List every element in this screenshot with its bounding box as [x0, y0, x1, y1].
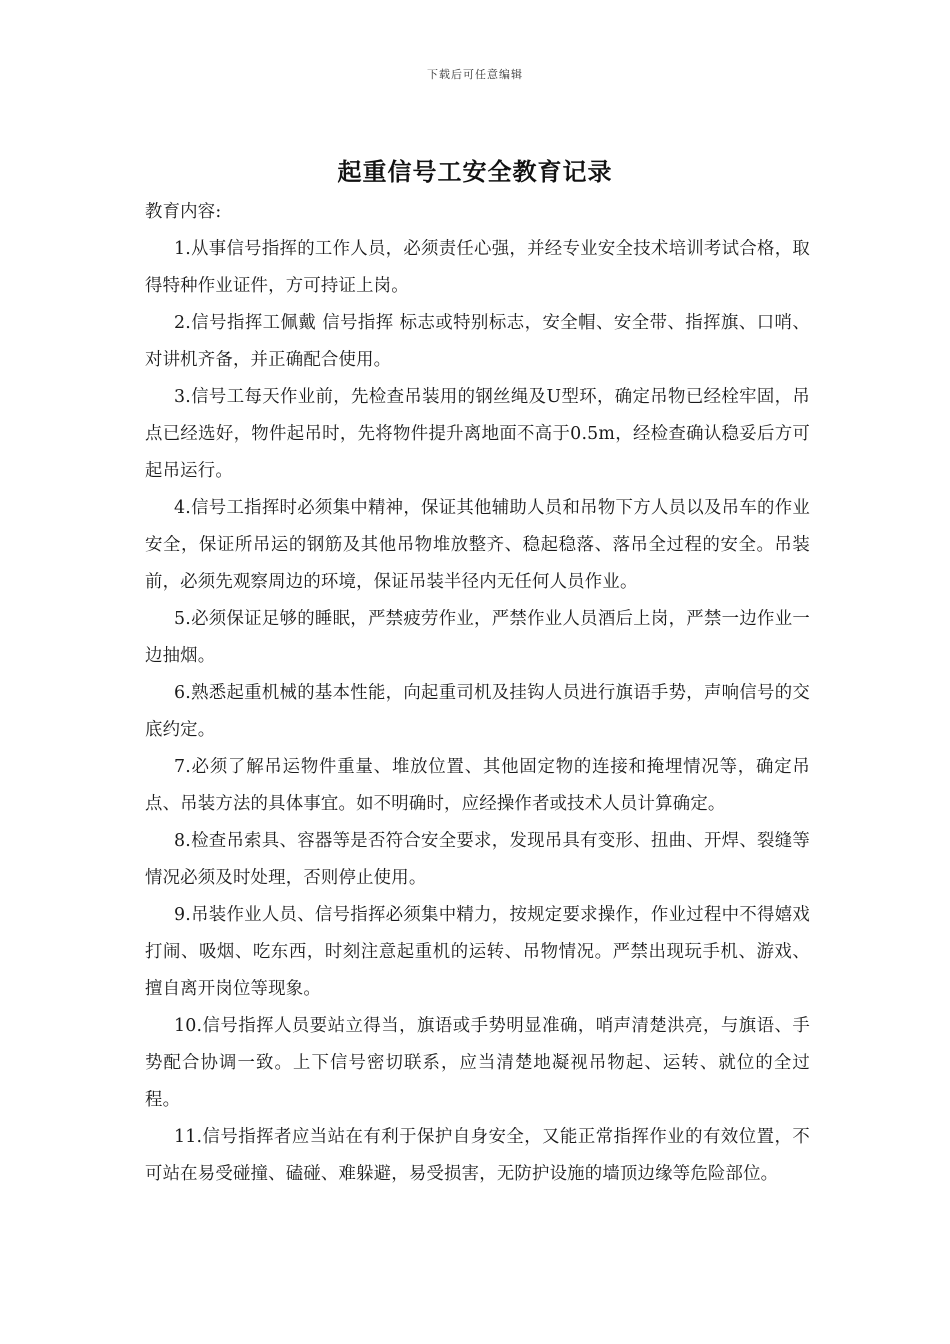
list-item: 8.检查吊索具、容器等是否符合安全要求，发现吊具有变形、扭曲、开焊、裂缝等情况必须及时处理，否则停止使用。 [145, 831, 810, 888]
list-item: 11.信号指挥者应当站在有利于保护自身安全，又能正常指挥作业的有效位置，不可站在易受碰撞、磕碰、难躲避，易受损害，无防护设施的墙顶边缘等危险部位。 [145, 1127, 810, 1184]
list-item: 4.信号工指挥时必须集中精神，保证其他辅助人员和吊物下方人员以及吊车的作业安全，保证所吊运的钢筋及其他吊物堆放整齐、稳起稳落、落吊全过程的安全。吊装前，必须先观察周边的环境，保证吊装半径内无任何人员作业。 [145, 498, 810, 592]
list-item: 5.必须保证足够的睡眠，严禁疲劳作业，严禁作业人员酒后上岗，严禁一边作业一边抽烟。 [145, 609, 810, 666]
list-item: 1.从事信号指挥的工作人员，必须责任心强，并经专业安全技术培训考试合格，取得特种作业证件，方可持证上岗。 [145, 239, 810, 296]
list-item: 10.信号指挥人员要站立得当，旗语或手势明显准确，哨声清楚洪亮，与旗语、手势配合协调一致。上下信号密切联系，应当清楚地凝视吊物起、运转、就位的全过程。 [145, 1016, 810, 1110]
intro-label: 教育内容: [145, 202, 222, 222]
header-note: 下载后可任意编辑 [427, 68, 523, 81]
list-item: 6.熟悉起重机械的基本性能，向起重司机及挂钩人员进行旗语手势，声响信号的交底约定。 [145, 683, 810, 740]
document-title: 起重信号工安全教育记录 [337, 158, 613, 186]
document-body [145, 194, 810, 1193]
list-item: 3.信号工每天作业前，先检查吊装用的钢丝绳及U型环，确定吊物已经栓牢固，吊点已经选好，物件起吊时，先将物件提升离地面不高于0.5m，经检查确认稳妥后方可起吊运行。 [145, 387, 810, 481]
list-item: 7.必须了解吊运物件重量、堆放位置、其他固定物的连接和掩埋情况等，确定吊点、吊装方法的具体事宜。如不明确时，应经操作者或技术人员计算确定。 [145, 757, 810, 814]
list-item: 2.信号指挥工佩戴 信号指挥 标志或特别标志，安全帽、安全带、指挥旗、口哨、对讲机齐备，并正确配合使用。 [145, 313, 810, 370]
list-item: 9.吊装作业人员、信号指挥必须集中精力，按规定要求操作，作业过程中不得嬉戏打闹、吸烟、吃东西，时刻注意起重机的运转、吊物情况。严禁出现玩手机、游戏、擅自离开岗位等现象。 [145, 905, 810, 999]
